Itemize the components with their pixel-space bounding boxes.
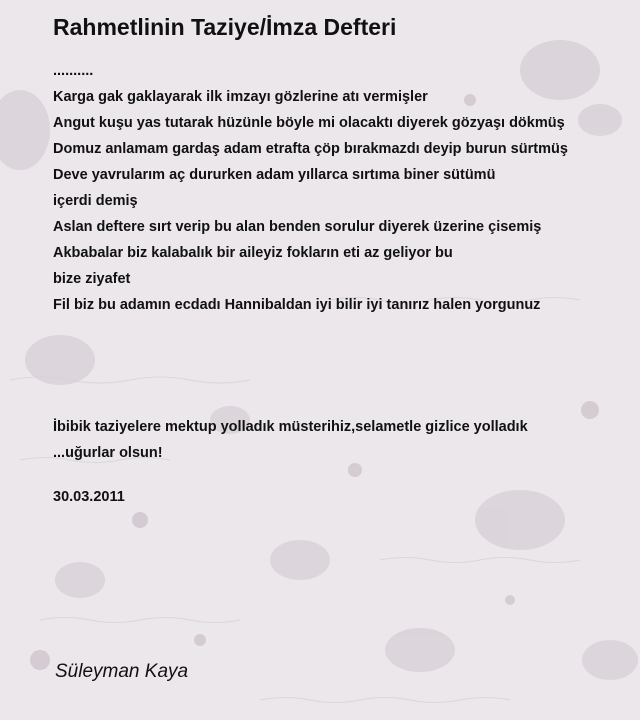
poem-line: Domuz anlamam gardaş adam etrafta çöp bırakmazdı deyip burun sürtmüş [53, 141, 568, 157]
poem-line: .......... [53, 63, 94, 79]
poem-line: bize ziyafet [53, 271, 131, 287]
poem-title: Rahmetlinin Taziye/İmza Defteri [53, 14, 397, 40]
poem-line: ...uğurlar olsun! [53, 445, 163, 461]
poem-line: Fil biz bu adamın ecdadı Hannibaldan iyi bilir iyi tanırız halen yorgunuz [53, 297, 541, 313]
poem-line: Aslan deftere sırt verip bu alan benden sorulur diyerek üzerine çisemiş [53, 219, 542, 235]
poem-line: içerdi demiş [53, 193, 138, 209]
poem-line: Deve yavrularım aç dururken adam yıllarca sırtıma biner sütümü [53, 167, 496, 183]
poem-line: İbibik taziyelere mektup yolladık müsterihiz,selametle gizlice yolladık [53, 419, 528, 435]
poem-line: Akbabalar biz kalabalık bir aileyiz fokların eti az geliyor bu [53, 245, 453, 261]
poem-line: Karga gak gaklayarak ilk imzayı gözlerine atı vermişler [53, 89, 428, 105]
author-name: Süleyman Kaya [55, 661, 189, 682]
stanza-gap [53, 318, 638, 414]
poem-body [53, 58, 638, 510]
poem-line: Angut kuşu yas tutarak hüzünle böyle mi olacaktı diyerek gözyaşı dökmüş [53, 115, 565, 131]
poem-date: 30.03.2011 [53, 489, 125, 505]
